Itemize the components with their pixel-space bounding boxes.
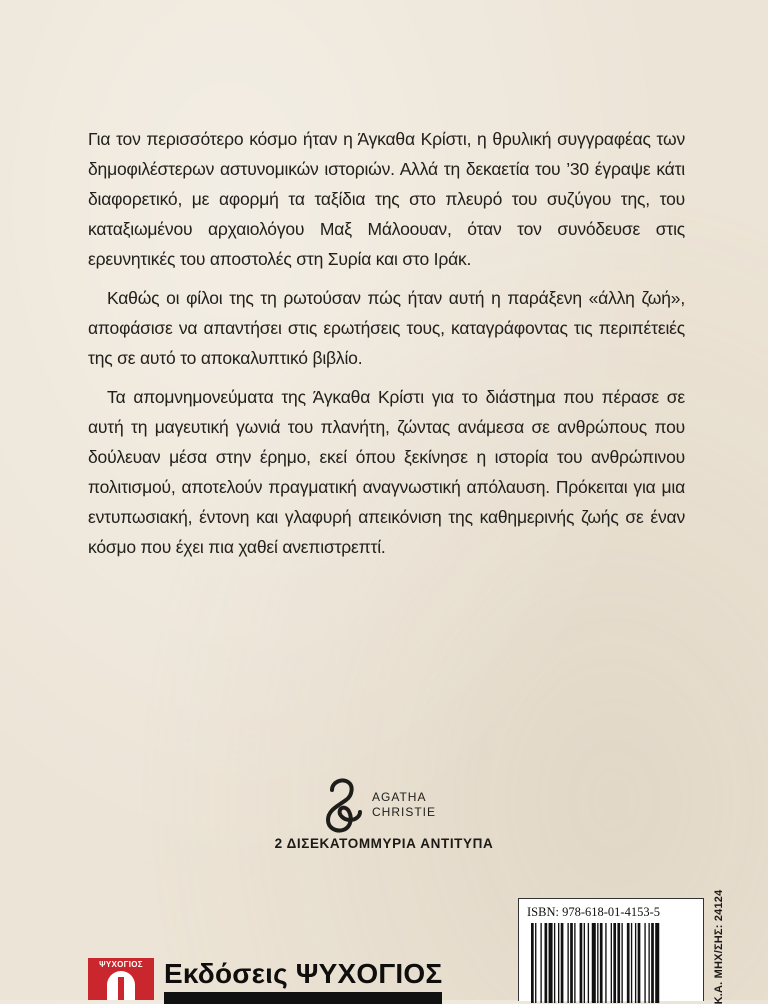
barcode-bar — [611, 923, 612, 1003]
barcode-bar — [638, 923, 641, 1003]
logo-line-christie: CHRISTIE — [372, 805, 437, 819]
barcode-bar — [631, 923, 632, 1003]
barcode-bars — [531, 923, 693, 1003]
barcode-bar — [621, 923, 622, 1003]
barcode-bar — [600, 923, 603, 1003]
logo-line-agatha: AGATHA — [372, 790, 427, 804]
publisher-logo — [88, 958, 454, 1004]
barcode-bar — [580, 923, 583, 1003]
blurb-paragraph-3: Τα απομνημονεύματα της Άγκαθα Κρίστι για το διάστημα που πέρασε σε αυτή τη μαγευτική γωνιά του πλανήτη, ζώντας ανάμεσα σε ανθρώπους που δούλευαν μέσα στην έρημο, εκεί όπου ξεκίνησε η ιστορία του ανθρώπινου πολιτισμού, αποτελούν πραγματική αναγνωστική απόλαυση. Πρόκειται για μια εντυπωσιακή, έντονη και γλαφυρή απεικόνιση της καθημερινής ζωής σε έναν κόσμο που έχει πια χαθεί ανεπιστρεπτί. — [88, 387, 685, 557]
barcode-bar — [644, 923, 645, 1003]
barcode-bar — [648, 923, 649, 1003]
blurb-paragraph-2: Καθώς οι φίλοι της τη ρωτούσαν πώς ήταν αυτή η παράξενη «άλλη ζωή», αποφάσισε να απαντήσει στις ερωτήσεις τους, καταγράφοντας τις περιπέτειές της σε αυτό το αποκαλυπτικό βιβλίο. — [88, 288, 685, 368]
barcode-bar — [561, 923, 564, 1003]
barcode-bar — [540, 923, 541, 1003]
barcode-bar — [545, 923, 548, 1003]
isbn-number: ISBN: 978-618-01-4153-5 — [527, 905, 660, 919]
blurb-paragraph-1: Για τον περισσότερο κόσμο ήταν η Άγκαθα Κρίστι, η θρυλική συγγραφέας των δημοφιλέστερων αστυνομικών ιστοριών. Αλλά τη δεκαετία του ’30 έγραψε κάτι διαφορετικό, με αφορμή τα ταξίδια της στο πλευρό του συζύγου της, του καταξιωμένου αρχαιολόγου Μαξ Μάλοουαν, όταν τον συνόδευσε στις ερευνητικές του αποστολές στη Συρία και στο Ιράκ. — [88, 129, 685, 269]
barcode-bar — [549, 923, 553, 1003]
barcode-bar — [531, 923, 534, 1003]
publisher-emblem-label: ΨΥΧΟΓΙΟΣ — [99, 960, 143, 969]
barcode-bar — [651, 923, 654, 1003]
barcode-bar — [588, 923, 589, 1003]
barcode-bar — [535, 923, 536, 1003]
barcode-bar — [605, 923, 606, 1003]
agatha-christie-logo — [318, 776, 436, 834]
product-code-vertical — [708, 889, 730, 1004]
publisher-emblem-icon — [88, 958, 154, 1000]
barcode-bar — [554, 923, 555, 1003]
agatha-christie-monogram-icon — [318, 776, 368, 834]
barcode-bar — [597, 923, 598, 1003]
barcode-bar — [655, 923, 659, 1003]
barcode-bar — [570, 923, 573, 1003]
barcode-bar — [635, 923, 636, 1003]
barcode-bar — [584, 923, 585, 1003]
barcode-panel — [518, 898, 704, 1001]
copies-sold-tagline: 2 ΔΙΣΕΚΑΤΟΜΜΥΡΙΑ ΑΝΤΙΤΥΠΑ — [274, 836, 494, 851]
barcode-bar — [592, 923, 596, 1003]
product-code: Κ.Α. ΜΗΧ/ΣΗΣ: 24124 — [713, 889, 725, 1004]
barcode-bar — [567, 923, 568, 1003]
barcode-bar — [558, 923, 559, 1003]
barcode-bar — [574, 923, 575, 1003]
psi-symbol-icon — [107, 971, 135, 1000]
logo-wordmark — [372, 790, 436, 820]
barcode-bar — [617, 923, 620, 1003]
publisher-name: Εκδόσεις ΨΥΧΟΓΙΟΣ — [164, 958, 443, 989]
publisher-underline-bar — [164, 992, 442, 1004]
back-cover-blurb — [88, 124, 685, 571]
barcode-bar — [613, 923, 616, 1003]
barcode-bar — [627, 923, 630, 1003]
